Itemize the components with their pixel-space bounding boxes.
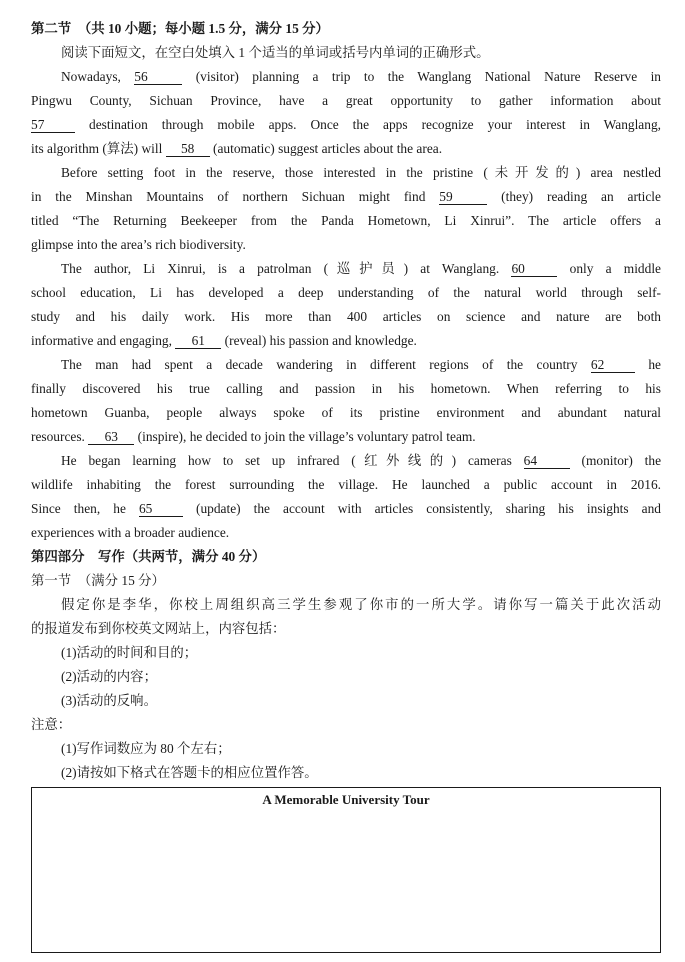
part-heading: 第四部分 写作（共两节，满分 40 分） [31, 549, 266, 564]
passage-line [31, 116, 661, 134]
passage-line: Pingwu County, Sichuan Province, have a great opportunity to gather information about [31, 93, 661, 108]
passage-line: finally discovered his true calling and passion in his hometown. When referring to his [31, 381, 661, 396]
passage-line [31, 332, 417, 350]
passage-line: wildlife inhabiting the forest surrounding the village. He launched a public account in 2016. [31, 477, 661, 492]
passage-text: only a middle [569, 261, 661, 276]
passage-line: experiences with a broader audience. [31, 525, 230, 540]
passage-line [31, 188, 661, 206]
passage-text: Nowadays, [61, 69, 121, 84]
passage-line [61, 452, 661, 470]
passage-line [31, 428, 476, 446]
passage-text: destination through mobile apps. Once the apps recognize your interest in Wanglang, [89, 117, 661, 132]
content-item: (2)活动的内容； [61, 669, 157, 684]
passage-text: (they) reading an article [501, 189, 661, 204]
section-heading: 第二节 （共 10 小题；每小题 1.5 分，满分 15 分） [31, 21, 329, 36]
passage-text: He began learning how to set up infrared (红外线的) cameras [61, 453, 512, 468]
blank-62: 62 [591, 357, 635, 373]
answer-box[interactable] [31, 787, 661, 953]
blank-59: 59 [439, 189, 487, 205]
blank-57: 57 [31, 117, 75, 133]
content-item: (3)活动的反响。 [61, 693, 157, 708]
blank-64: 64 [524, 453, 570, 469]
note-item: (2)请按如下格式在答题卡的相应位置作答。 [61, 765, 318, 780]
passage-text: Since then, he [31, 501, 126, 516]
passage-text: its algorithm (算法) will [31, 141, 163, 156]
passage-line: titled “The Returning Beekeeper from the Panda Hometown, Li Xinrui”. The article offers a [31, 213, 661, 228]
answer-box-title: A Memorable University Tour [262, 792, 430, 807]
passage-text: informative and engaging, [31, 333, 172, 348]
passage-line: hometown Guanba, people always spoke of its pristine environment and abundant natural [31, 405, 661, 420]
blank-58: 58 [166, 141, 210, 157]
prompt-line: 的报道发布到你校英文网站上，内容包括： [31, 621, 286, 636]
sub-heading: 第一节 （满分 15 分） [31, 573, 165, 588]
passage-line [31, 500, 661, 518]
passage-line [31, 140, 442, 158]
blank-63: 63 [88, 429, 134, 445]
passage-text: in the Minshan Mountains of northern Sichuan might find [31, 189, 426, 204]
passage-text: (monitor) the [581, 453, 662, 468]
content-item: (1)活动的时间和目的； [61, 645, 198, 660]
passage-line: glimpse into the area’s rich biodiversity. [31, 237, 246, 252]
note-label: 注意： [31, 717, 72, 732]
passage-line [61, 260, 661, 278]
passage-text: (reveal) his passion and knowledge. [224, 333, 417, 348]
prompt-line: 假定你是李华，你校上周组织高三学生参观了你市的一所大学。请你写一篇关于此次活动 [61, 597, 661, 612]
passage-text: he [648, 357, 661, 372]
passage-text: The author, Li Xinrui, is a patrolman (巡护员) at Wanglang. [61, 261, 500, 276]
passage-line [61, 68, 661, 86]
passage-text: (update) the account with articles consistently, sharing his insights and [195, 501, 661, 516]
passage-text: The man had spent a decade wandering in different regions of the country [61, 357, 578, 372]
blank-61: 61 [175, 333, 221, 349]
passage-line: Before setting foot in the reserve, those interested in the pristine (未开发的) area nestled [61, 165, 661, 180]
section-instruction: 阅读下面短文，在空白处填入 1 个适当的单词或括号内单词的正确形式。 [61, 45, 490, 60]
passage-line: study and his daily work. His more than 400 articles on science and nature are both [31, 309, 661, 324]
passage-text: (inspire), he decided to join the village’s voluntary patrol team. [137, 429, 476, 444]
note-item: (1)写作词数应为 80 个左右； [61, 741, 231, 756]
passage-text: (visitor) planning a trip to the Wanglang National Nature Reserve in [195, 69, 661, 84]
passage-line [61, 356, 661, 374]
passage-line: school education, Li has developed a deep understanding of the natural world through self- [31, 285, 661, 300]
passage-text: (automatic) suggest articles about the area. [213, 141, 443, 156]
blank-60: 60 [511, 261, 557, 277]
blank-65: 65 [139, 501, 183, 517]
blank-56: 56 [134, 69, 182, 85]
passage-text: resources. [31, 429, 85, 444]
